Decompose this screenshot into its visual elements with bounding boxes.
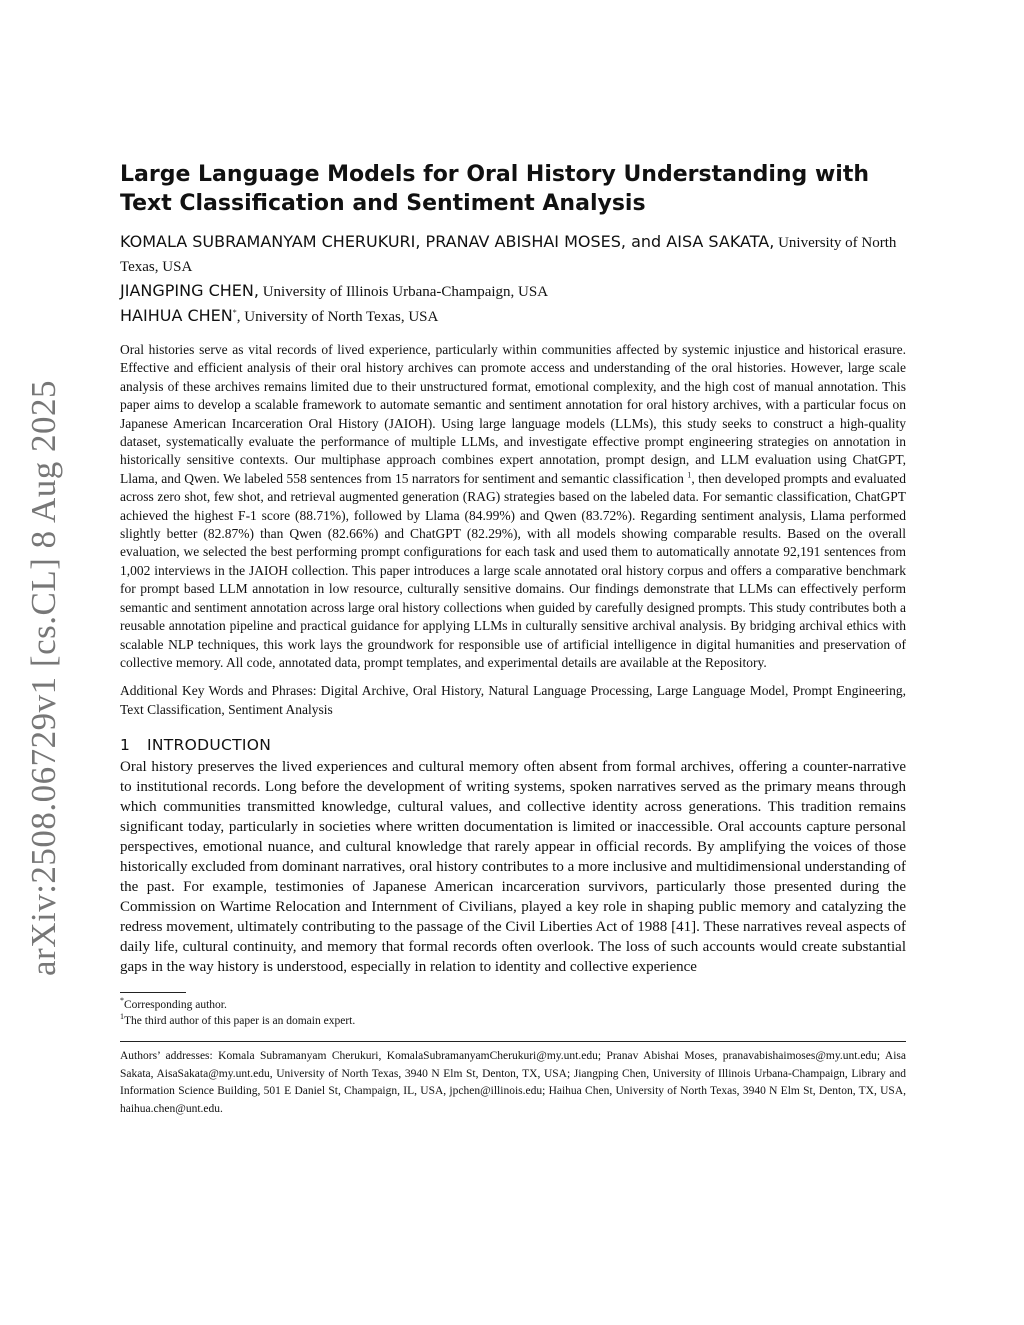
corresponding-author-marker: * (232, 307, 237, 317)
author-affiliation-2: University of Illinois Urbana-Champaign, USA (258, 284, 549, 300)
footnote-divider (120, 992, 186, 993)
author-names-1: KOMALA SUBRAMANYAM CHERUKURI, PRANAV ABISHAI MOSES, and AISA SAKATA, (120, 232, 775, 251)
footnote-corresponding (120, 997, 906, 1013)
abstract-text-part-2: , then developed prompts and evaluated across zero shot, few shot, and retrieval augmented generation (RAG) strategies based on the labeled data. For semantic classification, ChatGPT achieved the highest F-1 score (88.71%), followed by Llama (84.99%) and Qwen (83.72%). Regarding sentiment analysis, Llama performed slightly better (82.87%) than Qwen (82.66%) and ChatGPT (82.29%), with all models showing comparable results. Based on the overall evaluation, we selected the best performing prompt configurations for each task and used them to automatically annotate 92,191 sentences from 1,002 interviews in the JAIOH collection. This paper introduces a large scale annotated oral history corpus and offers a comparative benchmark for prompt based LLM annotation in low resource, culturally sensitive domains. Our findings demonstrate that LLMs can effectively perform semantic and sentiment annotation across large oral history collections when guided by carefully designed prompts. This study contributes both a reusable annotation pipeline and practical guidance for applying LLMs in culturally sensitive archival analysis. By bridging archival ethics with scalable NLP techniques, this work lays the groundwork for responsible use of artificial intelligence in digital humanities and preservation of collective memory. All code, annotated data, prompt templates, and experimental details are available at the Repository. (120, 470, 906, 670)
author-affiliation-1: University of North Texas, USA (120, 235, 897, 275)
footnote-domain-expert-text: The third author of this paper is an domain expert. (124, 1015, 356, 1028)
section-number: 1 (120, 736, 131, 755)
arxiv-identifier: arXiv:2508.06729v1 [cs.CL] 8 Aug 2025 (24, 380, 63, 976)
author-affiliation-3: , University of North Texas, USA (236, 309, 439, 325)
author-line-2 (120, 279, 906, 304)
footnote-domain-expert (120, 1013, 906, 1029)
section-heading-introduction (120, 736, 906, 754)
footnote-marker-1: 1 (687, 470, 692, 480)
abstract-text-part-1: Oral histories serve as vital records of lived experience, particularly within communities affected by systemic injustice and historical erasure. Effective and efficient analysis of their oral history archives can promote access and understanding of the oral histories. However, large scale analysis of these archives remains limited due to their unstructured format, emotional complexity, and the high cost of manual annotation. This paper aims to develop a scalable framework to automate semantic and sentiment annotation for oral history archives, with a particular focus on Japanese American Incarceration Oral History (JAIOH). Using large language models (LLMs), this study seeks to construct a high-quality dataset, systematically evaluate the performance of multiple LLMs, and investigate effective prompt engineering strategies on annotation in historically sensitive contexts. Our multiphase approach combines expert annotation, prompt design, and LLM evaluation using ChatGPT, Llama, and Qwen. We labeled 558 sentences from 15 narrators for sentiment and semantic classification (120, 342, 906, 486)
author-block (120, 230, 906, 329)
footnote-marker-star: * (120, 996, 124, 1006)
introduction-paragraph: Oral history preserves the lived experiences and cultural memory often absent from formal archives, offering a counter-narrative to institutional records. Long before the development of writing systems, spoken narratives served as the primary means through which communities transmitted knowledge, cultural values, and collective identity across generations. This tradition remains significant today, particularly in societies where written documentation is limited or inaccessible. Oral accounts capture personal perspectives, emotional nuance, and cultural knowledge that rarely appear in official records. By amplifying the voices of those historically excluded from dominant narratives, oral history contributes to a more inclusive and multidimensional understanding of the past. For example, testimonies of Japanese American incarceration survivors, particularly those presented during the Commission on Wartime Relocation and Internment of Civilians, played a key role in shaping public memory and catalyzing the redress movement, ultimately contributing to the passage of the Civil Liberties Act of 1988 [41]. These narratives reveal aspects of daily life, cultural continuity, and memory that formal records often overlook. The loss of such accounts would create substantial gaps in the way history is understood, especially in relation to identity and collective experience (120, 759, 906, 976)
paper-content (120, 160, 906, 1118)
authors-addresses: Authors’ addresses: Komala Subramanyam Cherukuri, KomalaSubramanyamCherukuri@my.unt.edu; Pranav Abishai Moses, pranavabishaimoses@my.unt.edu; Aisa Sakata, AisaSakata@my.unt.edu, University of North Texas, 3940 N Elm St, Denton, TX, USA; Jiangping Chen, University of Illinois Urbana-Champaign, Library and Information Science Building, 501 E Daniel St, Champaign, IL, USA, jpchen@illinois.edu; Haihua Chen, University of North Texas, 3940 N Elm St, Denton, TX, USA, haihua.chen@unt.edu. (120, 1050, 906, 1115)
author-line-1 (120, 230, 906, 279)
arxiv-sidebar (16, 378, 72, 978)
author-line-3 (120, 304, 906, 329)
keywords: Additional Key Words and Phrases: Digital Archive, Oral History, Natural Language Processing, Large Language Model, Prompt Engineering, Text Classification, Sentiment Analysis (120, 683, 906, 717)
paper-title: Large Language Models for Oral History Understanding with Text Classification and Sentiment Analysis (120, 162, 870, 216)
footnote-marker-one: 1 (120, 1012, 124, 1022)
author-names-2: JIANGPING CHEN, (120, 281, 259, 300)
footnote-corresponding-text: Corresponding author. (124, 999, 227, 1012)
address-divider (120, 1041, 906, 1042)
section-title: INTRODUCTION (147, 736, 272, 755)
abstract (120, 341, 906, 672)
author-names-3: HAIHUA CHEN (120, 306, 233, 325)
